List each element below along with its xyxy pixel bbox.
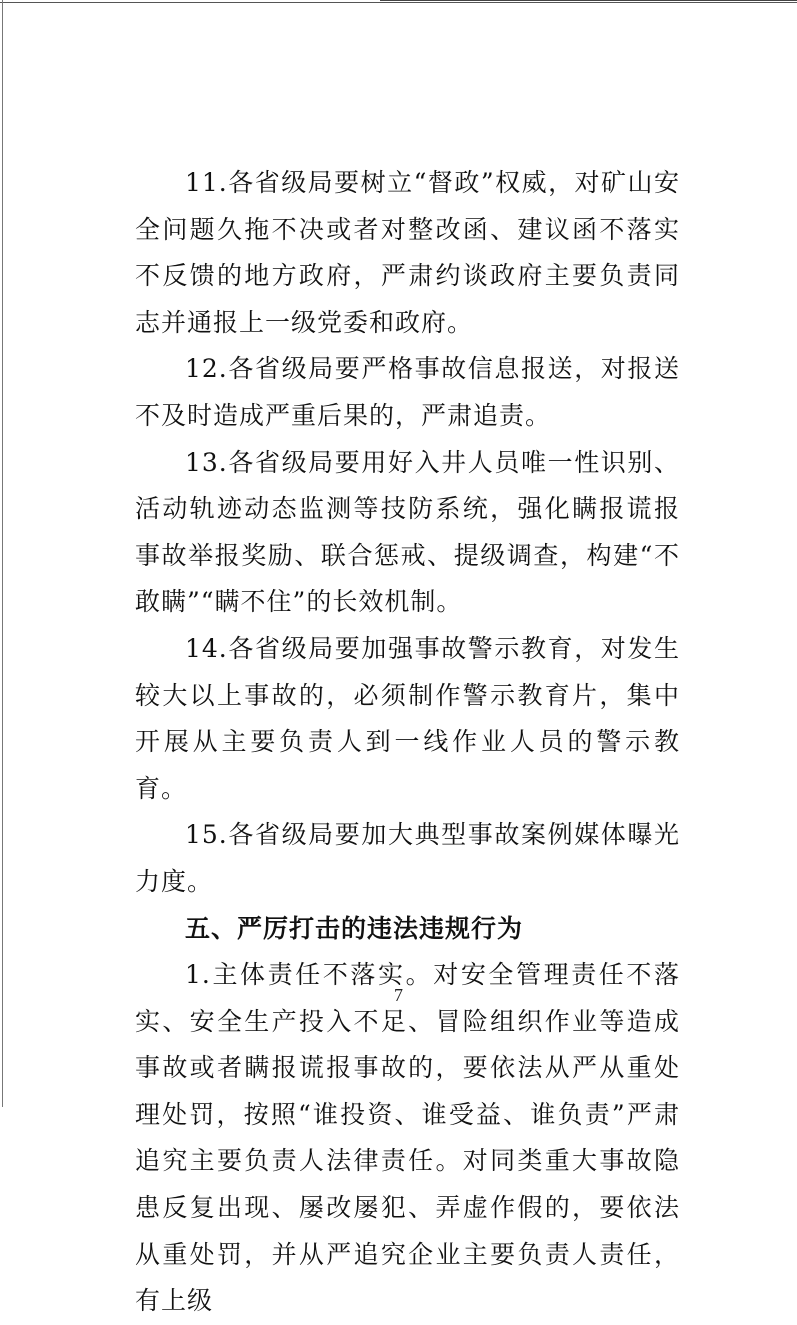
- paragraph-item-11: 11.各省级局要树立“督政”权威，对矿山安全问题久拖不决或者对整改函、建议函不落实不反馈的地方政府，严肃约谈政府主要负责同志并通报上一级党委和政府。: [135, 168, 680, 337]
- paragraph-item-13: 13.各省级局要用好入井人员唯一性识别、活动轨迹动态监测等技防系统，强化瞒报谎报事故举报奖励、联合惩戒、提级调查，构建“不敢瞒”“瞒不住”的长效机制。: [135, 447, 680, 617]
- document-body: [135, 160, 680, 1325]
- paragraph-item-15: 15.各省级局要加大典型事故案例媒体曝光力度。: [135, 820, 680, 896]
- paragraph-item-14: 14.各省级局要加强事故警示教育，对发生较大以上事故的，必须制作警示教育片，集中开展从主要负责人到一线作业人员的警示教育。: [135, 633, 680, 803]
- scan-left-border: [2, 0, 3, 1107]
- scan-edge-mark: [380, 0, 797, 4]
- page-number: 7: [394, 985, 403, 1005]
- paragraph-item-12: 12.各省级局要严格事故信息报送，对报送不及时造成严重后果的，严肃追责。: [135, 354, 680, 430]
- section-paragraph-1: 1.主体责任不落实。对安全管理责任不落实、安全生产投入不足、冒险组织作业等造成事故或者瞒报谎报事故的，要依法从严从重处理处罚，按照“谁投资、谁受益、谁负责”严肃追究主要负责人法律责任。对同类重大事故隐患反复出现、屡改屡犯、弄虚作假的，要依法从重处罚，并从严追究企业主要负责人责任，有上级: [135, 960, 680, 1316]
- section-heading: 五、严厉打击的违法违规行为: [185, 913, 524, 943]
